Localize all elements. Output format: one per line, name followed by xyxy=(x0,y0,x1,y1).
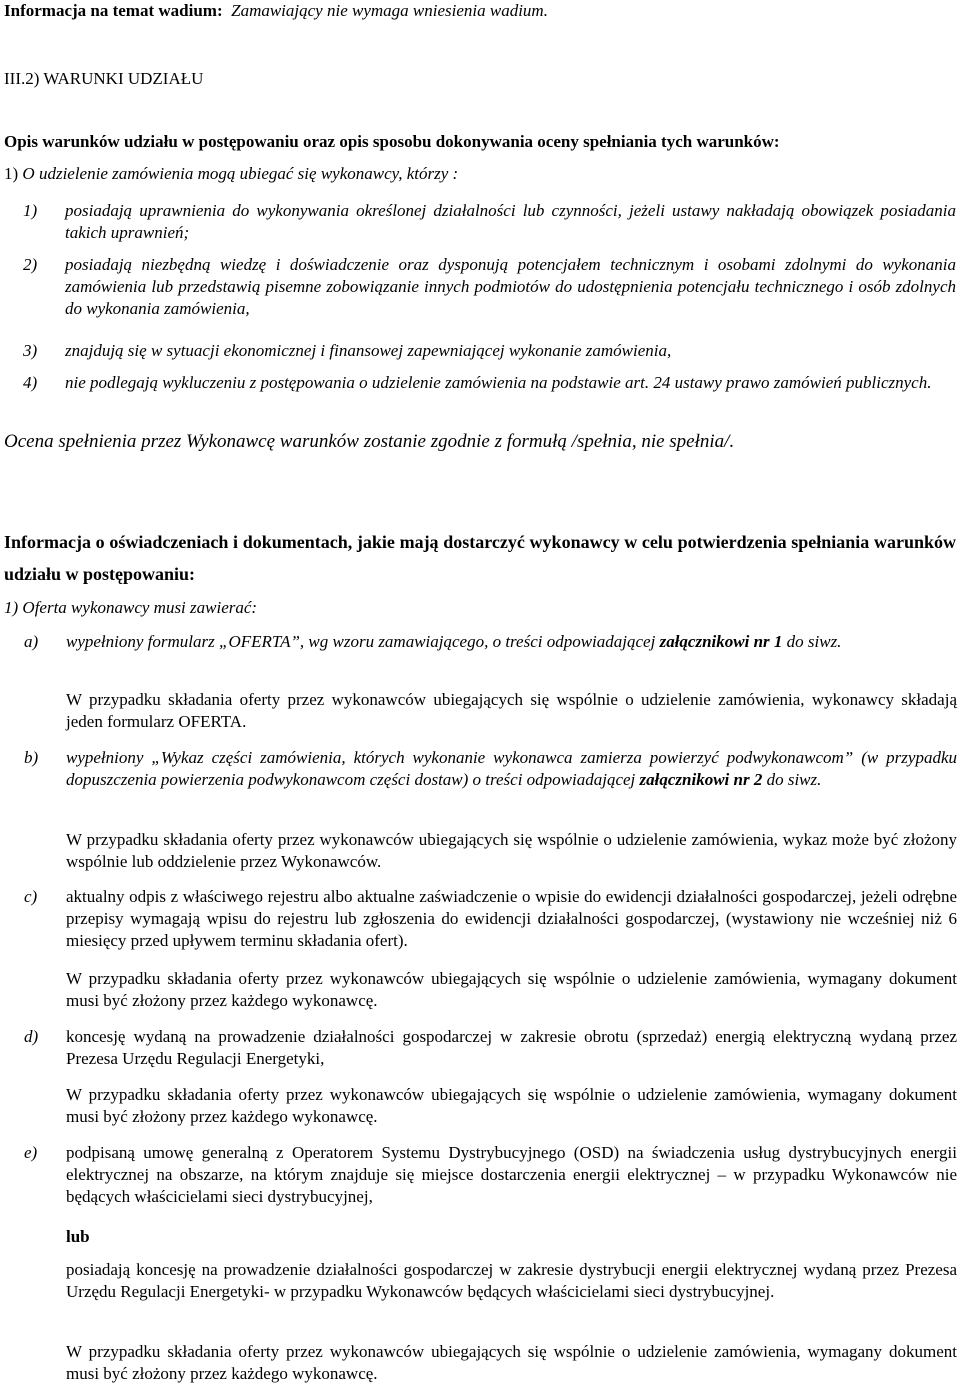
wadium-info xyxy=(4,0,548,22)
condition-number: 4) xyxy=(23,373,38,392)
item-text xyxy=(66,631,957,653)
joint-bid-note: W przypadku składania oferty przez wykonawców ubiegających się wspólnie o udzielenie zamówienia, wymagany dokument musi być złożony przez każdego wykonawcę. xyxy=(66,1085,957,1127)
condition-item xyxy=(23,340,956,362)
condition-item xyxy=(23,200,956,244)
item-text xyxy=(66,747,957,791)
joint-bid-note: W przypadku składania oferty przez wykonawców ubiegających się wspólnie o udzielenie zamówienia, wykaz może być złożony wspólnie lub oddzielenie przez Wykonawców. xyxy=(66,830,957,872)
documents-info-heading: Informacja o oświadczeniach i dokumentach, jakie mają dostarczyć wykonawcy w celu potwierdzenia spełniania warunków udziału w postępowaniu: xyxy=(4,532,956,584)
section-heading: III.2) WARUNKI UDZIAŁU xyxy=(4,69,204,88)
item-text: podpisaną umowę generalną z Operatorem Systemu Dystrybucyjnego (OSD) na świadczenia usług dystrybucyjnych energii elektrycznej na obszarze, na którym znajduje się miejsce dostarczenia energii elektrycznej – w przypadku Wykonawców nie będących właścicielami sieci dystrybucyjnej, xyxy=(66,1143,957,1207)
item-letter: b) xyxy=(24,748,39,767)
condition-number: 1) xyxy=(23,201,38,220)
condition-number: 2) xyxy=(23,255,38,274)
item-text-part: wypełniony formularz „OFERTA”, wg wzoru zamawiającego, o treści odpowiadającej xyxy=(66,632,660,651)
joint-bid-note: W przypadku składania oferty przez wykonawców ubiegających się wspólnie o udzielenie zamówienia, wykonawcy składają jeden formularz OFERTA. xyxy=(66,690,957,732)
point-1-text: O udzielenie zamówienia mogą ubiegać się wykonawcy, którzy : xyxy=(22,164,459,183)
requirement-item-a xyxy=(24,631,957,653)
condition-text: znajdują się w sytuacji ekonomicznej i finansowej zapewniającej wykonanie zamówienia, xyxy=(65,341,672,360)
item-letter: a) xyxy=(24,632,39,651)
condition-text: posiadają niezbędną wiedzę i doświadczenie oraz dysponują potencjałem technicznym i osobami zdolnymi do wykonania zamówienia lub przedstawią pisemne zobowiązanie innych podmiotów do udostępnienia potencjału technicznego i osób zdolnych do wykonania zamówienia, xyxy=(65,255,956,319)
attachment-ref: załącznikowi nr 1 xyxy=(659,632,783,651)
condition-number: 3) xyxy=(23,341,38,360)
item-text: aktualny odpis z właściwego rejestru albo aktualne zaświadczenie o wpisie do ewidencji działalności gospodarczej, jeżeli odrębne przepisy wymagają wpisu do rejestru lub zgłoszenia do ewidencji działalności gospodarczej, (wystawiony nie wcześniej niż 6 miesięcy przed upływem terminu składania ofert). xyxy=(66,887,957,951)
requirement-item-d xyxy=(24,1026,957,1070)
offer-number: 1) xyxy=(4,598,19,617)
item-text-part: do siwz. xyxy=(782,632,842,651)
item-text-part: do siwz. xyxy=(762,770,822,790)
condition-item xyxy=(23,372,956,394)
requirement-item-e xyxy=(24,1142,957,1208)
offer-heading xyxy=(4,597,257,619)
point-1-number: 1) xyxy=(4,164,19,183)
conditions-description: Opis warunków udziału w postępowaniu oraz opis sposobu dokonywania oceny spełniania tych warunków: xyxy=(4,132,780,151)
item-letter: e) xyxy=(24,1143,38,1162)
condition-text: posiadają uprawnienia do wykonywania określonej działalności lub czynności, jeżeli ustawy nakładają obowiązek posiadania takich uprawnień; xyxy=(65,201,956,243)
condition-text: nie podlegają wykluczeniu z postępowania o udzielenie zamówienia na podstawie art. 24 ustawy prawo zamówień publicznych. xyxy=(65,373,932,392)
alternative-text: posiadają koncesję na prowadzenie działalności gospodarczej w zakresie dystrybucji energii elektrycznej wydaną przez Prezesa Urzędu Regulacji Energetyki- w przypadku Wykonawców będących właścicielami sieci dystrybucyjnej. xyxy=(66,1260,957,1302)
item-letter: c) xyxy=(24,887,38,906)
offer-text: Oferta wykonawcy musi zawierać: xyxy=(22,598,258,617)
requirement-item-b xyxy=(24,747,957,791)
condition-item xyxy=(23,254,956,320)
point-1 xyxy=(4,163,458,185)
alternative-separator: lub xyxy=(66,1227,90,1246)
item-text-part: wypełniony „Wykaz części zamówienia, których wykonanie wykonawca zamierza powierzyć podwykonawcom” (w przypadku dopuszczenia powierzenia podwykonawcom części dostaw) o treści odpowiadającej xyxy=(66,748,957,790)
wadium-text: Zamawiający nie wymaga wniesienia wadium. xyxy=(231,1,548,20)
item-letter: d) xyxy=(24,1027,39,1046)
wadium-label: Informacja na temat wadium: xyxy=(4,1,223,20)
item-text: koncesję wydaną na prowadzenie działalności gospodarczej w zakresie obrotu (sprzedaż) energią elektryczną wydaną przez Prezesa Urzędu Regulacji Energetyki, xyxy=(66,1027,957,1069)
joint-bid-note: W przypadku składania oferty przez wykonawców ubiegających się wspólnie o udzielenie zamówienia, wymagany dokument musi być złożony przez każdego wykonawcę. xyxy=(66,969,957,1011)
joint-bid-note: W przypadku składania oferty przez wykonawców ubiegających się wspólnie o udzielenie zamówienia, wymagany dokument musi być złożony przez każdego wykonawcę. xyxy=(66,1342,957,1384)
requirement-item-c xyxy=(24,886,957,952)
evaluation-note: Ocena spełnienia przez Wykonawcę warunków zostanie zgodnie z formułą /spełnia, nie spełnia/. xyxy=(4,431,735,452)
attachment-ref: załącznikowi nr 2 xyxy=(639,770,763,790)
